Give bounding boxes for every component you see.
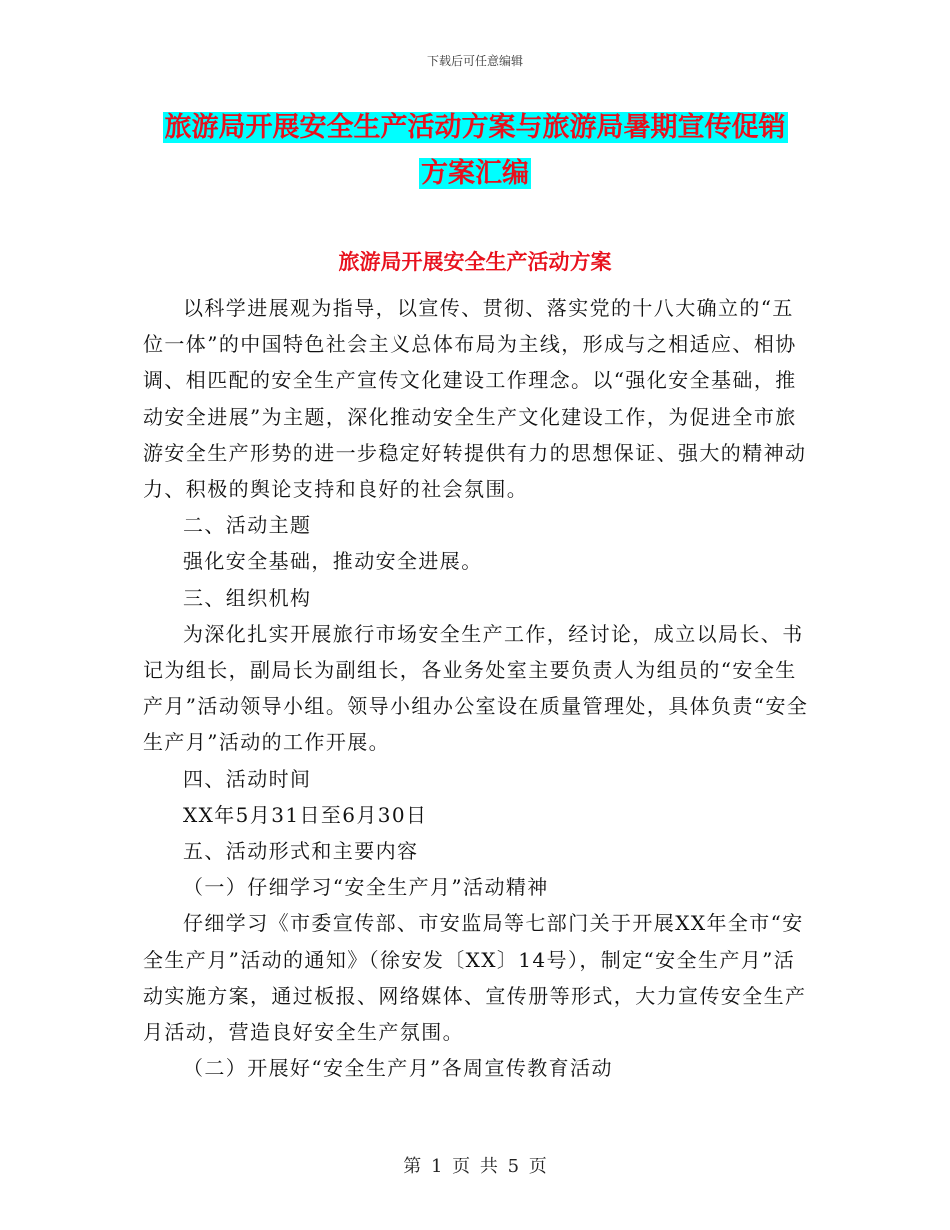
section-title: 旅游局开展安全生产活动方案 [338, 249, 612, 274]
subheading-study: （一）仔细学习“安全生产月”活动精神 [183, 875, 549, 900]
page-footer: 第 1 页 共 5 页 [403, 1156, 547, 1177]
document-title-line-2: 方案汇编 [421, 158, 529, 189]
subheading-weekly-activities: （二）开展好“安全生产月”各周宣传教育活动 [183, 1056, 613, 1081]
section-heading-organization: 三、组织机构 [183, 585, 312, 610]
theme-paragraph: 强化安全基础，推动安全进展。 [183, 549, 483, 574]
intro-paragraph: 以科学进展观为指导，以宣传、贯彻、落实党的十八大确立的“五位一体”的中国特色社会主义总体布局为主线，形成与之相适应、相协调、相匹配的安全生产宣传文化建设工作理念。以“强化安全基础，推动安全进展”为主题，深化推动安全生产文化建设工作，为促进全市旅游安全生产形势的进一步稳定好转提供有力的思想保证、强大的精神动力、积极的舆论支持和良好的社会氛围。 [143, 296, 807, 502]
document-title-line-1: 旅游局开展安全生产活动方案与旅游局暑期宣传促销 [164, 112, 786, 143]
page-header: 下载后可任意编辑 [426, 54, 523, 68]
organization-paragraph: 为深化扎实开展旅行市场安全生产工作，经讨论，成立以局长、书记为组长，副局长为副组长，各业务处室主要负责人为组员的“安全生产月”活动领导小组。领导小组办公室设在质量管理处，具体负责“安全生产月”活动的工作开展。 [143, 621, 809, 755]
document-body [143, 290, 811, 1086]
section-heading-time: 四、活动时间 [183, 766, 312, 791]
study-paragraph: 仔细学习《市委宣传部、市安监局等七部门关于开展XX年全市“安全生产月”活动的通知》（徐安发〔XX〕14号），制定“安全生产月”活动实施方案，通过板报、网络媒体、宣传册等形式，大力宣传安全生产月活动，营造良好安全生产氛围。 [143, 911, 807, 1045]
section-heading-theme: 二、活动主题 [183, 513, 312, 538]
time-paragraph: XX年5月31日至6月30日 [183, 802, 428, 827]
section-heading-content: 五、活动形式和主要内容 [183, 839, 419, 864]
